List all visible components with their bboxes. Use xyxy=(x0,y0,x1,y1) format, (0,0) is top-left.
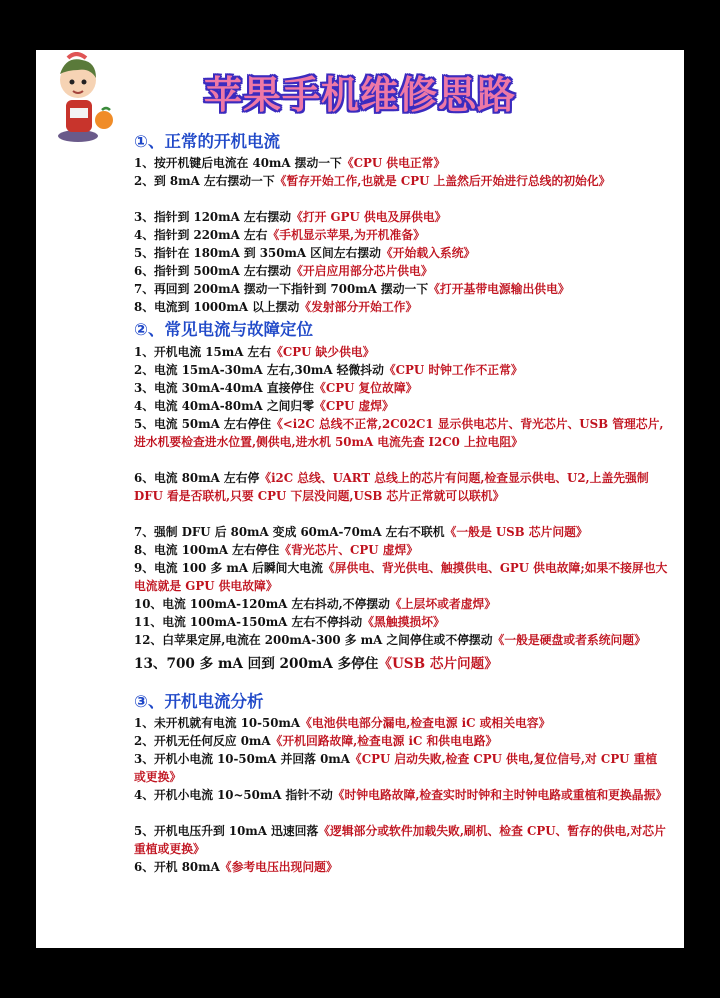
list-item: 2、开机无任何反应 0mA《开机回路故障,检查电源 iC 和供电电路》 xyxy=(134,734,498,748)
list-item: 1、开机电流 15mA 左右《CPU 缺少供电》 xyxy=(134,345,375,359)
list-item: 4、电流 40mA-80mA 之间归零《CPU 虚焊》 xyxy=(134,399,394,413)
section-heading: ③、开机电流分析 xyxy=(134,692,264,711)
list-item: 5、电流 50mA 左右停住《<i2C 总线不正常,2C02C1 显示供电芯片、背光芯片、USB 管理芯片,进水机要检查进水位置,侧供电,进水机 50mA 电流先查 I2C0 上拉电阻》 xyxy=(134,417,664,449)
list-item: 3、指针到 120mA 左右摆动《打开 GPU 供电及屏供电》 xyxy=(134,210,447,224)
list-item: 4、开机小电流 10~50mA 指针不动《时钟电路故障,检查实时时钟和主时钟电路或重植和更换晶振》 xyxy=(134,788,668,802)
list-item: 1、按开机键后电流在 40mA 摆动一下《CPU 供电正常》 xyxy=(134,156,446,170)
document-page xyxy=(36,50,684,948)
list-item: 4、指针到 220mA 左右《手机显示苹果,为开机准备》 xyxy=(134,228,425,242)
section-heading: ①、正常的开机电流 xyxy=(134,132,280,151)
list-item: 11、电流 100mA-150mA 左右不停抖动《黑触摸损坏》 xyxy=(134,615,445,629)
list-item: 5、开机电压升到 10mA 迅速回落《逻辑部分或软件加载失败,刷机、检查 CPU、暂存的供电,对芯片重植或更换》 xyxy=(134,824,666,856)
list-item: 8、电流到 1000mA 以上摆动《发射部分开始工作》 xyxy=(134,300,418,314)
list-item: 1、未开机就有电流 10-50mA《电池供电部分漏电,检查电源 iC 或相关电容》 xyxy=(134,716,551,730)
list-item: 9、电流 100 多 mA 后瞬间大电流《屏供电、背光供电、触摸供电、GPU 供电故障;如果不接屏也大电流就是 GPU 供电故障》 xyxy=(134,561,668,593)
list-item: 6、开机 80mA《参考电压出现问题》 xyxy=(134,860,338,874)
section-heading: ②、常见电流与故障定位 xyxy=(134,320,313,339)
list-item: 2、到 8mA 左右摆动一下《暂存开始工作,也就是 CPU 上盖然后开始进行总线的初始化》 xyxy=(134,174,611,188)
list-item: 6、指针到 500mA 左右摆动《开启应用部分芯片供电》 xyxy=(134,264,433,278)
list-item: 6、电流 80mA 左右停《i2C 总线、UART 总线上的芯片有问题,检查显示供电、U2,上盖先强制 DFU 看是否联机,只要 CPU 下层没问题,USB 芯片正常就可以联机》 xyxy=(134,471,649,503)
list-item: 5、指针在 180mA 到 350mA 区间左右摆动《开始载入系统》 xyxy=(134,246,476,260)
list-item: 3、开机小电流 10-50mA 并回落 0mA《CPU 启动失败,检查 CPU 供电,复位信号,对 CPU 重植或更换》 xyxy=(134,752,658,784)
page-title: 苹果手机维修思路 xyxy=(203,73,516,117)
list-item: 10、电流 100mA-120mA 左右抖动,不停摆动《上层坏或者虚焊》 xyxy=(134,597,497,611)
list-item: 2、电流 15mA-30mA 左右,30mA 轻微抖动《CPU 时钟工作不正常》 xyxy=(134,363,523,377)
list-item: 12、白苹果定屏,电流在 200mA-300 多 mA 之间停住或不停摆动《一般是硬盘或者系统问题》 xyxy=(134,633,646,647)
list-item: 8、电流 100mA 左右停住《背光芯片、CPU 虚焊》 xyxy=(134,543,419,557)
list-item: 3、电流 30mA-40mA 直接停住《CPU 复位故障》 xyxy=(134,381,418,395)
list-item: 13、700 多 mA 回到 200mA 多停住《USB 芯片问题》 xyxy=(134,656,498,672)
list-item: 7、强制 DFU 后 80mA 变成 60mA-70mA 左右不联机《一般是 USB 芯片问题》 xyxy=(134,525,588,539)
list-item: 7、再回到 200mA 摆动一下指针到 700mA 摆动一下《打开基带电源输出供电》 xyxy=(134,282,570,296)
